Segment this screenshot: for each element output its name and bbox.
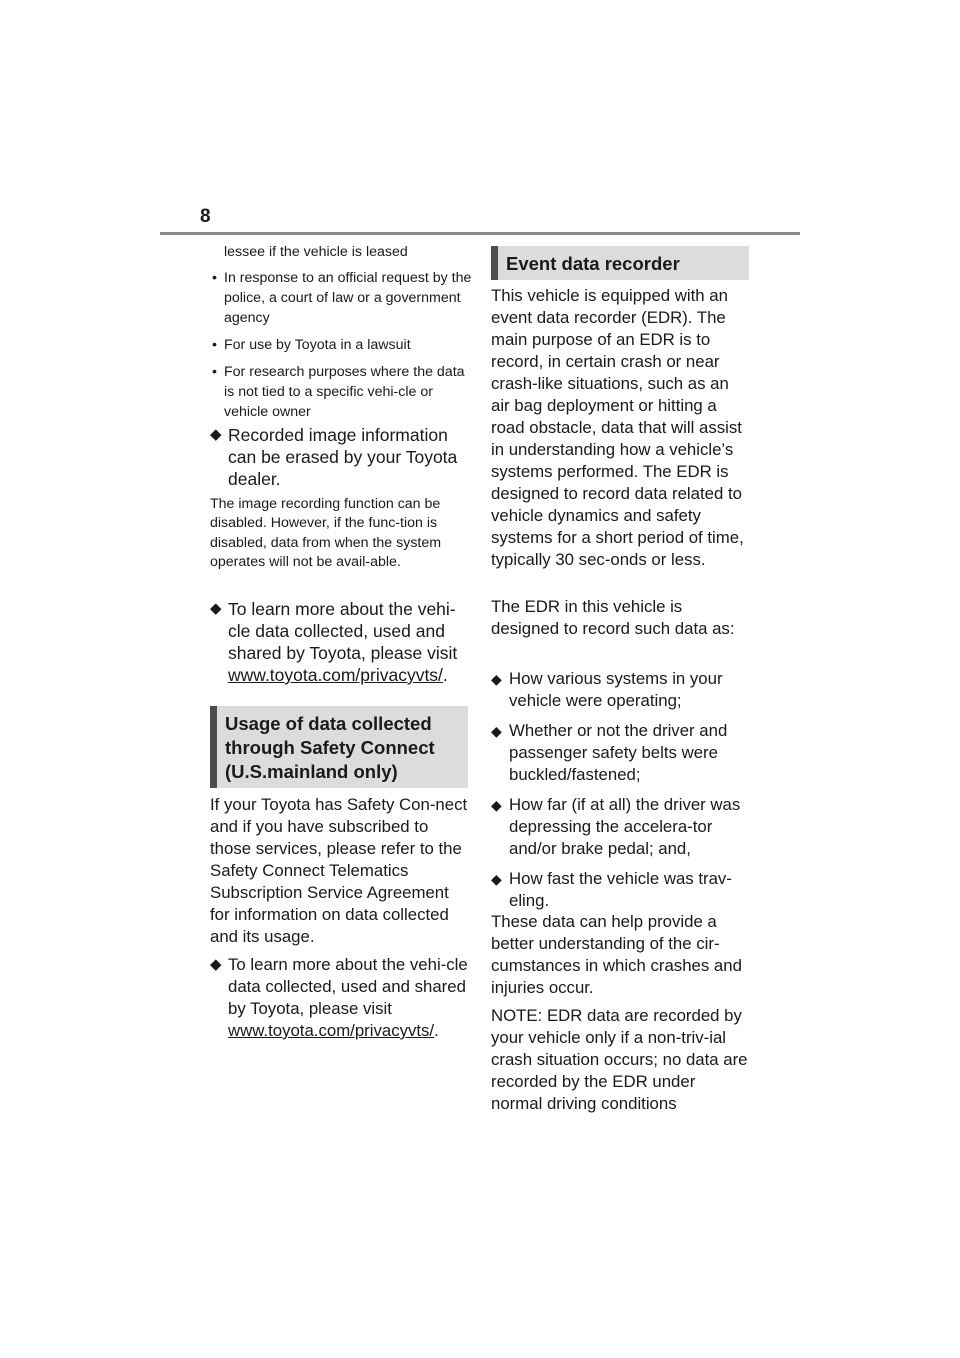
disable-note: The image recording function can be disabled. However, if the func-tion is disabled, data from when the system operates will not be avail-able. [210, 496, 442, 570]
diamond-bullet-icon: ◆ [210, 600, 222, 617]
diamond-bullet-icon: ◆ [491, 671, 502, 687]
erase-item: ◆ Recorded image information can be erased by your Toyota dealer. [210, 425, 458, 489]
bullet-dot-icon: • [212, 337, 217, 353]
edr-paragraph-3: These data can help provide a better understanding of the cir-cumstances in which crashes and injuries occur. [491, 912, 742, 997]
edr-paragraph-2: The EDR in this vehicle is designed to record such data as: [491, 597, 735, 638]
page-number: 8 [200, 206, 211, 227]
privacy-link[interactable]: www.toyota.com/privacyvts/ [228, 665, 443, 685]
continued-line: lessee if the vehicle is leased [224, 244, 408, 260]
diamond-bullet-icon: ◆ [491, 871, 502, 887]
sub-bullet: • For use by Toyota in a lawsuit [212, 337, 411, 353]
sub-bullet: • For research purposes where the data is not tied to a specific vehi-cle or vehicle owner [212, 364, 465, 420]
edr-item-list [491, 668, 749, 920]
privacy-link[interactable]: www.toyota.com/privacyvts/ [228, 1021, 435, 1040]
edr-paragraph-1: This vehicle is equipped with an event data recorder (EDR). The main purpose of an EDR is to record, in certain crash or near crash-like situations, such as an air bag deployment or hitting a road obstacle, data that will assist in understanding how a vehicle’s systems performed. The EDR is designed to record data related to vehicle dynamics and safety systems for a short period of time, typically 30 sec-onds or less. [491, 286, 744, 569]
bullet-dot-icon: • [212, 270, 217, 286]
edr-list-item: ◆ Whether or not the driver and passenger safety belts were buckled/fastened; [491, 721, 728, 784]
sub-bullet-list [210, 268, 472, 429]
diamond-bullet-icon: ◆ [210, 426, 222, 443]
edr-list-item: ◆ How various systems in your vehicle were operating; [491, 669, 723, 710]
usage-paragraph: If your Toyota has Safety Con-nect and if you have subscribed to those services, please refer to the Safety Connect Telematics Subscription Service Agreement for information on data collected and its usage. [210, 795, 468, 946]
edr-section-header: Event data recorder [491, 246, 749, 280]
diamond-bullet-icon: ◆ [210, 956, 222, 973]
diamond-bullet-icon: ◆ [491, 723, 502, 739]
edr-note-paragraph: NOTE: EDR data are recorded by your vehicle only if a non-triv-ial crash situation occurs; no data are recorded by the EDR under normal driving conditions [491, 1006, 748, 1113]
bullet-dot-icon: • [212, 364, 217, 380]
learn-more-item-1: ◆ To learn more about the vehi-cle data collected, used and shared by Toyota, please visit www.toyota.com/privacyvts/. [210, 599, 458, 685]
sub-bullet: • In response to an official request by the police, a court of law or a government agency [212, 270, 472, 326]
edr-list-item: ◆ How far (if at all) the driver was depressing the accelera-tor and/or brake pedal; and, [491, 795, 741, 858]
usage-section-header: Usage of data collected through Safety Connect (U.S.mainland only) [210, 706, 468, 788]
header-rule [160, 232, 800, 235]
edr-list-item: ◆ How fast the vehicle was trav-eling. [491, 869, 732, 910]
learn-more-item-2: ◆ To learn more about the vehi-cle data collected, used and shared by Toyota, please visit www.toyota.com/privacyvts/. [210, 955, 468, 1040]
diamond-bullet-icon: ◆ [491, 797, 502, 813]
